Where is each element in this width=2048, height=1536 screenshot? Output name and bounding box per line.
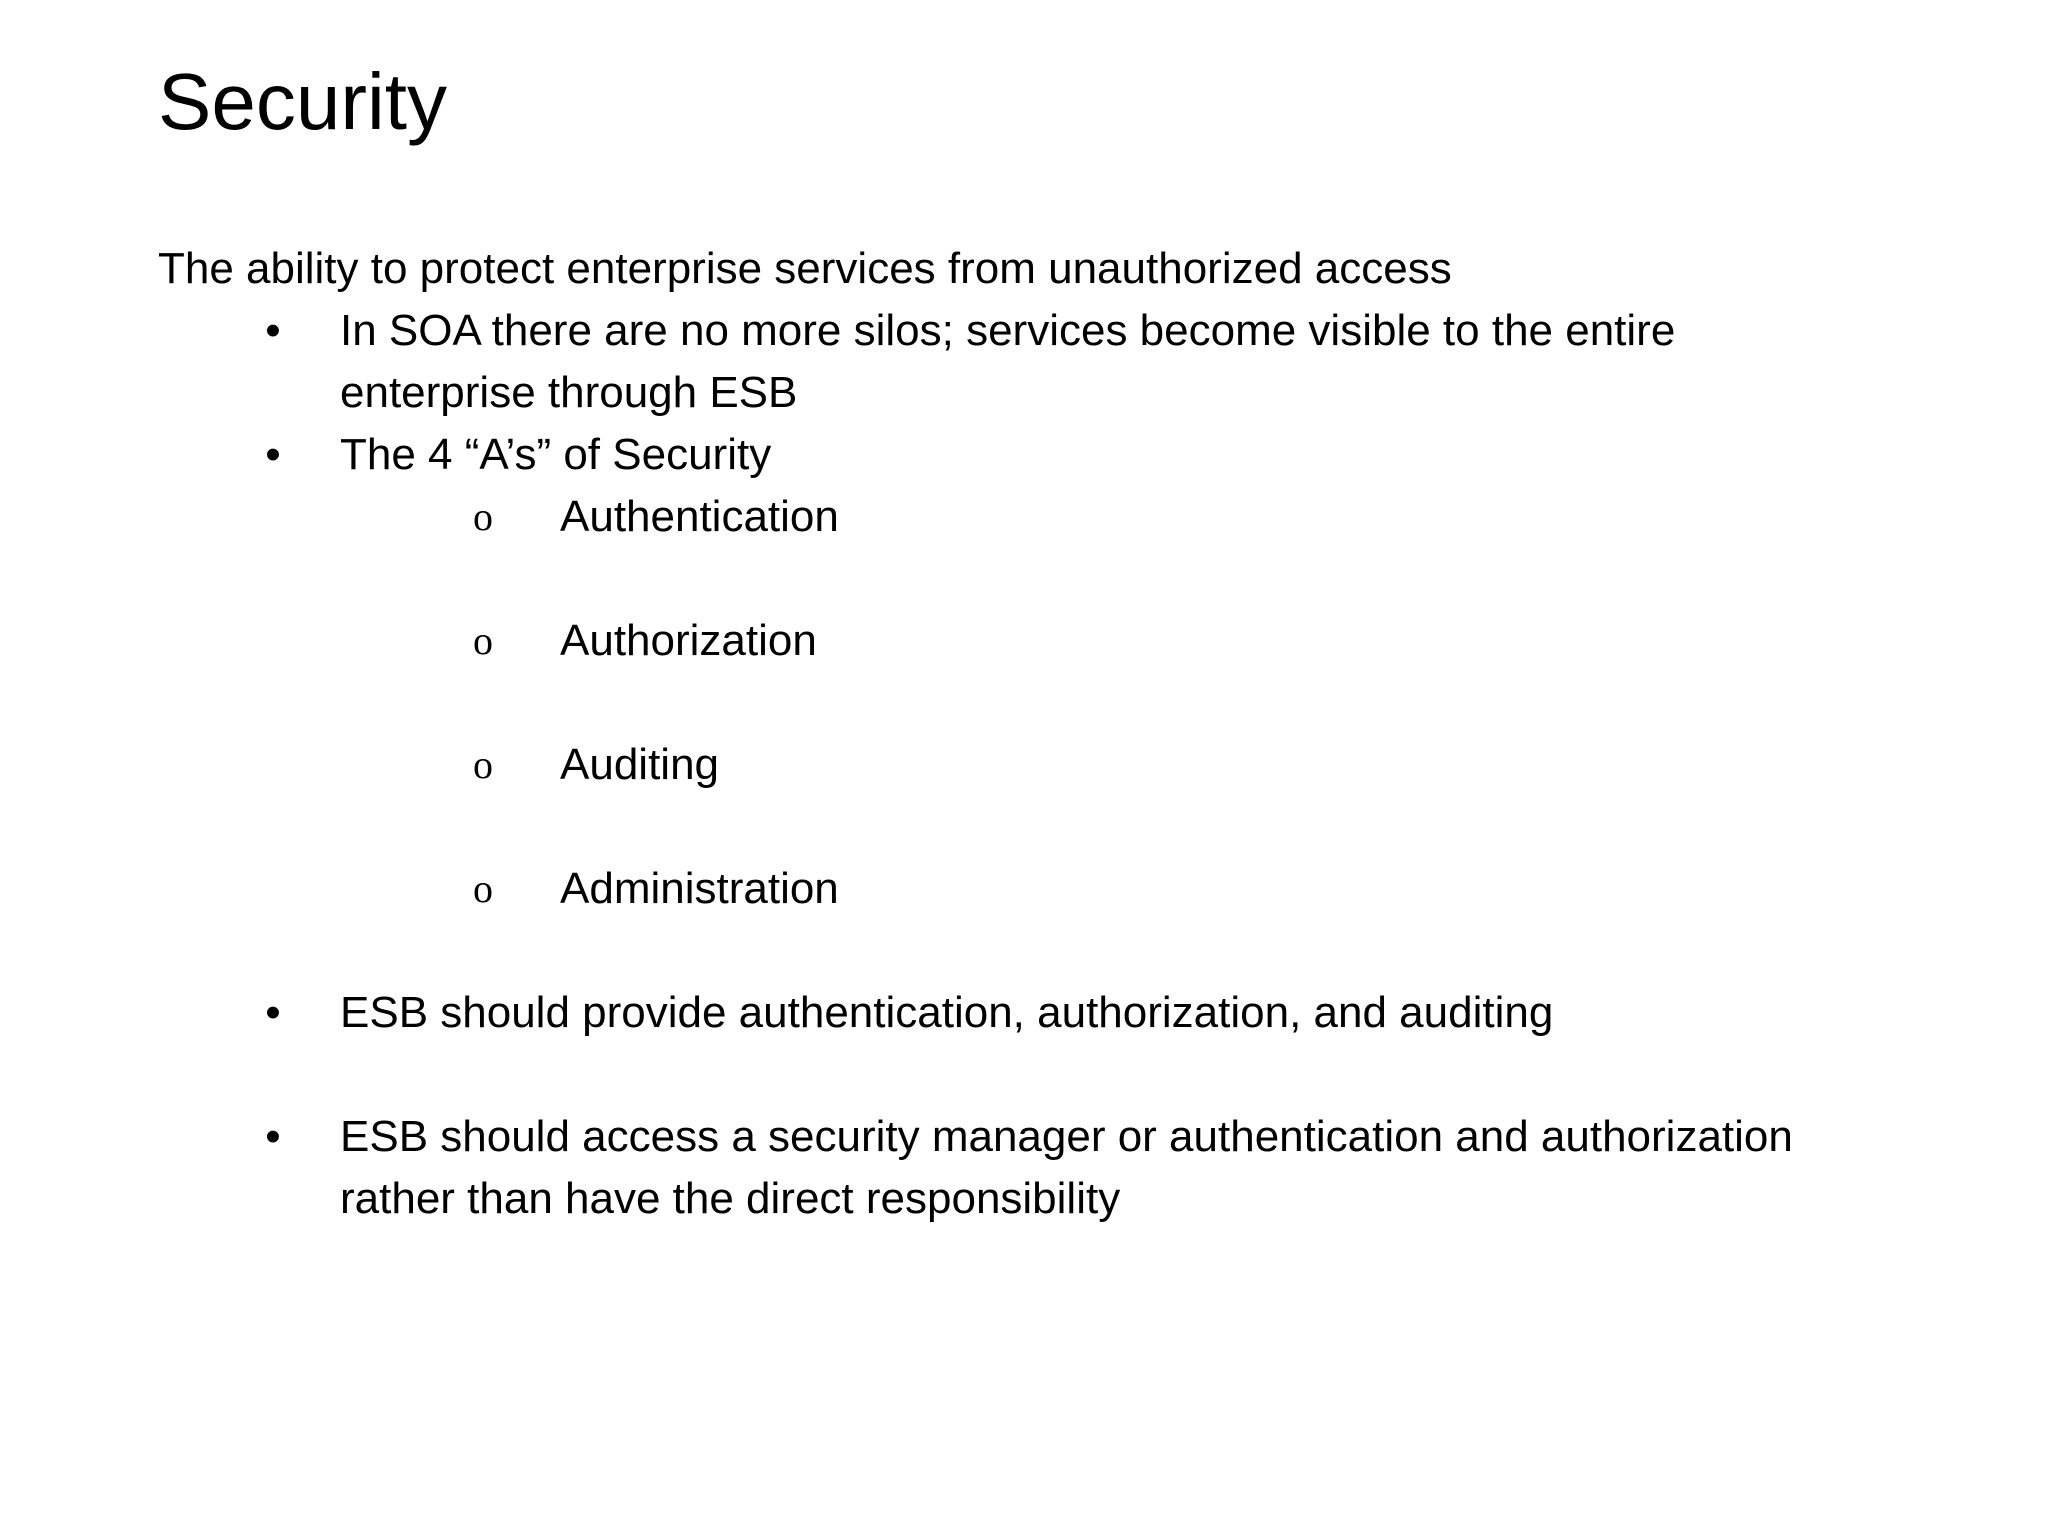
intro-text: The ability to protect enterprise services from unauthorized access	[158, 244, 1452, 293]
bullet-marker: •	[265, 430, 281, 479]
subitem-authentication: Authentication	[560, 492, 839, 541]
subitem-administration: Administration	[560, 864, 839, 913]
bullet-marker: •	[265, 306, 281, 355]
slide-title: Security	[158, 57, 447, 146]
bullet-4-line-2: rather than have the direct responsibility	[340, 1174, 1121, 1223]
bullet-2-line-1: The 4 “A’s” of Security	[340, 430, 772, 479]
subitem-marker: o	[473, 618, 493, 663]
bullet-marker: •	[265, 1112, 281, 1161]
subitem-authorization: Authorization	[560, 616, 817, 665]
subitem-marker: o	[473, 742, 493, 787]
bullet-1-line-1: In SOA there are no more silos; services become visible to the entire	[340, 306, 1676, 355]
bullet-4-line-1: ESB should access a security manager or authentication and authorization	[340, 1112, 1793, 1161]
bullet-marker: •	[265, 988, 281, 1037]
subitem-marker: o	[473, 866, 493, 911]
subitem-auditing: Auditing	[560, 740, 720, 789]
bullet-1-line-2: enterprise through ESB	[340, 368, 798, 417]
bullet-3-line-1: ESB should provide authentication, authorization, and auditing	[340, 988, 1554, 1037]
subitem-marker: o	[473, 494, 493, 539]
